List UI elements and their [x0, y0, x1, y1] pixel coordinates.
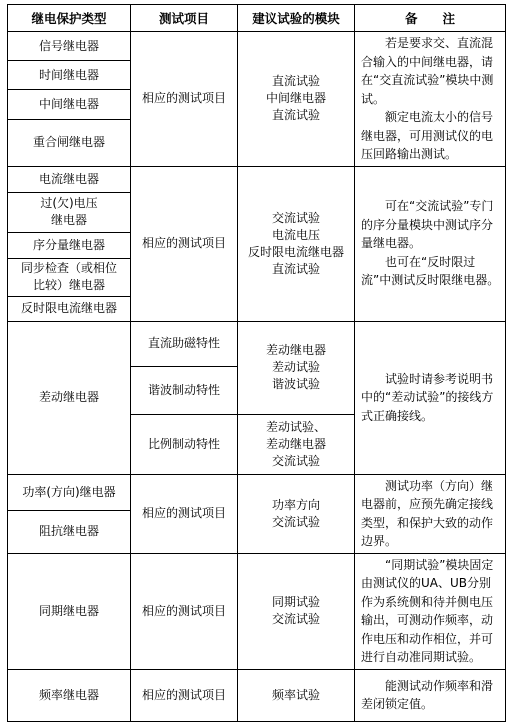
- header-row: [8, 5, 506, 32]
- remark-cell: [355, 474, 506, 553]
- remark-cell: [355, 166, 506, 321]
- relay-type-line: 过(欠)电压: [40, 196, 98, 210]
- module-line: 交流试验: [271, 514, 320, 529]
- test-item-cell: 谐波制动特性: [131, 366, 238, 414]
- header-remark: 备 注: [355, 5, 506, 32]
- table-row: [8, 553, 506, 669]
- module-cell: [238, 166, 355, 321]
- relay-test-table: [7, 4, 506, 722]
- remark-paragraph: 额定电流太小的信号继电器，可用测试仪的电压回路输出测试。: [361, 110, 494, 161]
- test-item-cell: 相应的测试项目: [131, 474, 238, 553]
- header-module: 建议试验的模块: [238, 5, 355, 32]
- module-line: 反时限电流继电器: [247, 244, 344, 259]
- module-line: 差动试验、: [265, 419, 326, 434]
- relay-type-cell: 电流继电器: [8, 166, 131, 192]
- remark-paragraph: “同期试验”模块固定由测试仪的UA、UB分别作为系统侧和待并侧电压输出，可测动作频率，动作电压和动作相位，并可进行自动准同期试验。: [361, 557, 494, 664]
- relay-type-line: 比较）继电器: [32, 278, 105, 292]
- remark-cell: [355, 321, 506, 474]
- remark-paragraph: 测试功率（方向）继电器前，应预先确定接线类型，和保护大致的动作边界。: [361, 478, 494, 548]
- module-cell: [238, 474, 355, 553]
- test-item-cell: 相应的测试项目: [131, 669, 238, 721]
- module-line: 直流试验: [271, 261, 320, 276]
- relay-type-cell: 功率(方向)继电器: [8, 474, 131, 511]
- table-row: [8, 474, 506, 511]
- test-item-cell: 相应的测试项目: [131, 32, 238, 167]
- module-cell: 频率试验: [238, 669, 355, 721]
- remark-paragraph: 试验时请参考说明书中的“差动试验”的接线方式正确接线。: [361, 371, 494, 423]
- relay-type-cell: 时间继电器: [8, 61, 131, 90]
- module-line: 同期试验: [271, 595, 320, 609]
- module-line: 差动继电器: [265, 436, 326, 451]
- relay-type-cell: 信号继电器: [8, 32, 131, 61]
- module-cell: [238, 553, 355, 669]
- module-line: 直流试验: [271, 108, 320, 123]
- relay-type-cell: [8, 258, 131, 296]
- remark-cell: [355, 32, 506, 167]
- relay-type-cell: 阻抗继电器: [8, 511, 131, 553]
- relay-type-cell: 频率继电器: [8, 669, 131, 721]
- relay-type-cell: 差动继电器: [8, 321, 131, 474]
- module-cell: [238, 414, 355, 474]
- relay-type-line: 同步检查（或相位: [20, 261, 117, 275]
- table-row: [8, 166, 506, 192]
- module-line: 交流试验: [271, 612, 320, 626]
- relay-type-cell: 同期继电器: [8, 553, 131, 669]
- table-row: [8, 669, 506, 721]
- relay-type-cell: 重合闸继电器: [8, 119, 131, 166]
- module-cell: [238, 32, 355, 167]
- remark-paragraph: 可在“交流试验”专门的序分量模块中测试序分量继电器。: [361, 199, 494, 251]
- test-item-cell: 相应的测试项目: [131, 553, 238, 669]
- relay-type-cell: [8, 192, 131, 232]
- remark-paragraph: 若是要求交、直流混合输入的中间继电器，请在“交直流试验”模块中测试。: [361, 36, 494, 106]
- module-line: 直流试验: [271, 74, 320, 89]
- test-item-cell: 直流助磁特性: [131, 321, 238, 366]
- relay-type-cell: 中间继电器: [8, 90, 131, 119]
- module-line: 交流试验: [271, 453, 320, 468]
- remark-paragraph: 也可在“反时限过流”中测试反时限继电器。: [361, 254, 500, 288]
- module-line: 谐波试验: [271, 377, 320, 391]
- test-item-cell: 比例制动特性: [131, 414, 238, 474]
- module-line: 电流电压: [271, 227, 320, 242]
- module-line: 中间继电器: [265, 91, 326, 106]
- relay-type-cell: 序分量继电器: [8, 232, 131, 258]
- header-type: 继电保护类型: [8, 5, 131, 32]
- relay-type-line: 继电器: [50, 213, 87, 227]
- module-line: 差动继电器: [265, 343, 326, 357]
- module-line: 差动试验: [271, 360, 320, 374]
- remark-cell: [355, 553, 506, 669]
- relay-type-cell: 反时限电流继电器: [8, 296, 131, 321]
- module-cell: [238, 321, 355, 414]
- remark-paragraph: 能测试动作频率和滑差闭锁定值。: [361, 678, 494, 711]
- remark-cell: [355, 669, 506, 721]
- module-line: 交流试验: [271, 210, 320, 225]
- table-row: [8, 321, 506, 366]
- table-row: [8, 32, 506, 61]
- test-item-cell: 相应的测试项目: [131, 166, 238, 321]
- module-line: 功率方向: [271, 497, 320, 512]
- header-item: 测试项目: [131, 5, 238, 32]
